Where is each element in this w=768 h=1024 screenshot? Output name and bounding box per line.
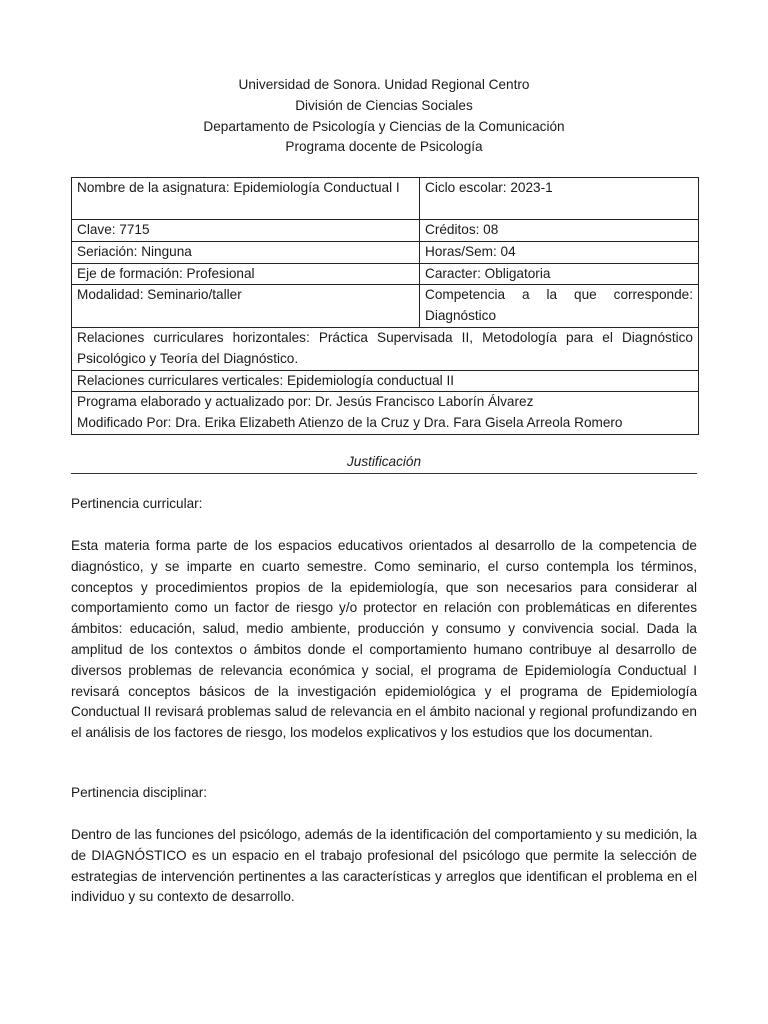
department-name: Departamento de Psicología y Ciencias de la Comunicación — [203, 118, 565, 134]
vertical-relations-cell: Relaciones curriculares verticales: Epidemiología conductual II — [72, 370, 699, 392]
table-row — [72, 220, 699, 242]
authors-cell — [72, 392, 699, 435]
modified-by: Modificado Por: Dra. Erika Elizabeth Atienzo de la Cruz y Dra. Fara Gisela Arreola Romero — [77, 415, 623, 431]
modality-cell: Modalidad: Seminario/taller — [72, 285, 420, 328]
table-row — [72, 241, 699, 263]
disciplinar-paragraph-text: Dentro de las funciones del psicólogo, además de la identificación del comportamiento y su medición, la de DIAGNÓSTICO es un espacio en el trabajo profesional del psicólogo que permite la selección de estrategias de intervención pertinentes a las características y arreglos que identifican el problema en el individuo y su contexto de desarrollo. — [71, 827, 697, 905]
justification-title: Justificación — [71, 452, 697, 474]
curricular-paragraph-text: Esta materia forma parte de los espacios educativos orientados al desarrollo de la competencia de diagnóstico, y se imparte en cuarto semestre. Como seminario, el curso contempla los términos, conceptos y procedimientos propios de la epidemiología, que son necesarios para considerar al comportamiento como un factor de riesgo y/o protector en relación con problemáticas en diferentes ámbitos: educación, salud, medio ambiente, producción y consumo y convivencia social. Dada la amplitud de los contextos o ámbitos donde el comportamiento humano contribuye al desarrollo de diversos problemas de relevancia económica y social, el programa de Epidemiología Conductual I revisará conceptos básicos de la investigación epidemiológica y el programa de Epidemiología Conductual II revisará problemas salud de relevancia en el ámbito nacional y regional profundizando en el análisis de los factores de riesgo, los modelos explicativos y los estudios que los documentan. — [71, 538, 697, 741]
document-header — [71, 75, 697, 158]
curricular-heading-text: Pertinencia curricular: — [71, 496, 203, 511]
university-name: Universidad de Sonora. Unidad Regional Centro — [238, 77, 530, 92]
table-row — [72, 370, 699, 392]
table-row — [72, 285, 699, 328]
curricular-paragraph — [71, 536, 697, 744]
character-cell: Caracter: Obligatoria — [420, 263, 699, 285]
program-name: Programa docente de Psicología — [285, 139, 483, 155]
curricular-heading — [71, 494, 697, 515]
disciplinar-heading — [71, 783, 697, 804]
hours-cell: Horas/Sem: 04 — [420, 241, 699, 263]
competence-cell: Competencia a la que corresponde: Diagnóstico — [420, 285, 699, 328]
course-key-cell: Clave: 7715 — [72, 220, 420, 242]
formation-axis-cell: Eje de formación: Profesional — [72, 263, 420, 285]
course-info-table — [71, 177, 699, 435]
table-row — [72, 263, 699, 285]
division-name: División de Ciencias Sociales — [295, 97, 473, 113]
elaborated-by: Programa elaborado y actualizado por: Dr. Jesús Francisco Laborín Álvarez — [77, 394, 534, 410]
credits-cell: Créditos: 08 — [420, 220, 699, 242]
disciplinar-paragraph — [71, 825, 697, 908]
school-cycle-cell: Ciclo escolar: 2023-1 — [420, 178, 699, 220]
table-row — [72, 327, 699, 370]
course-name-cell: Nombre de la asignatura: Epidemiología Conductual I — [72, 178, 420, 220]
table-row — [72, 392, 699, 435]
seriation-cell: Seriación: Ninguna — [72, 241, 420, 263]
horizontal-relations-cell: Relaciones curriculares horizontales: Práctica Supervisada II, Metodología para el Diagnóstico Psicológico y Teoría del Diagnóstico. — [72, 327, 699, 370]
disciplinar-heading-text: Pertinencia disciplinar: — [71, 785, 208, 800]
table-row — [72, 178, 699, 220]
